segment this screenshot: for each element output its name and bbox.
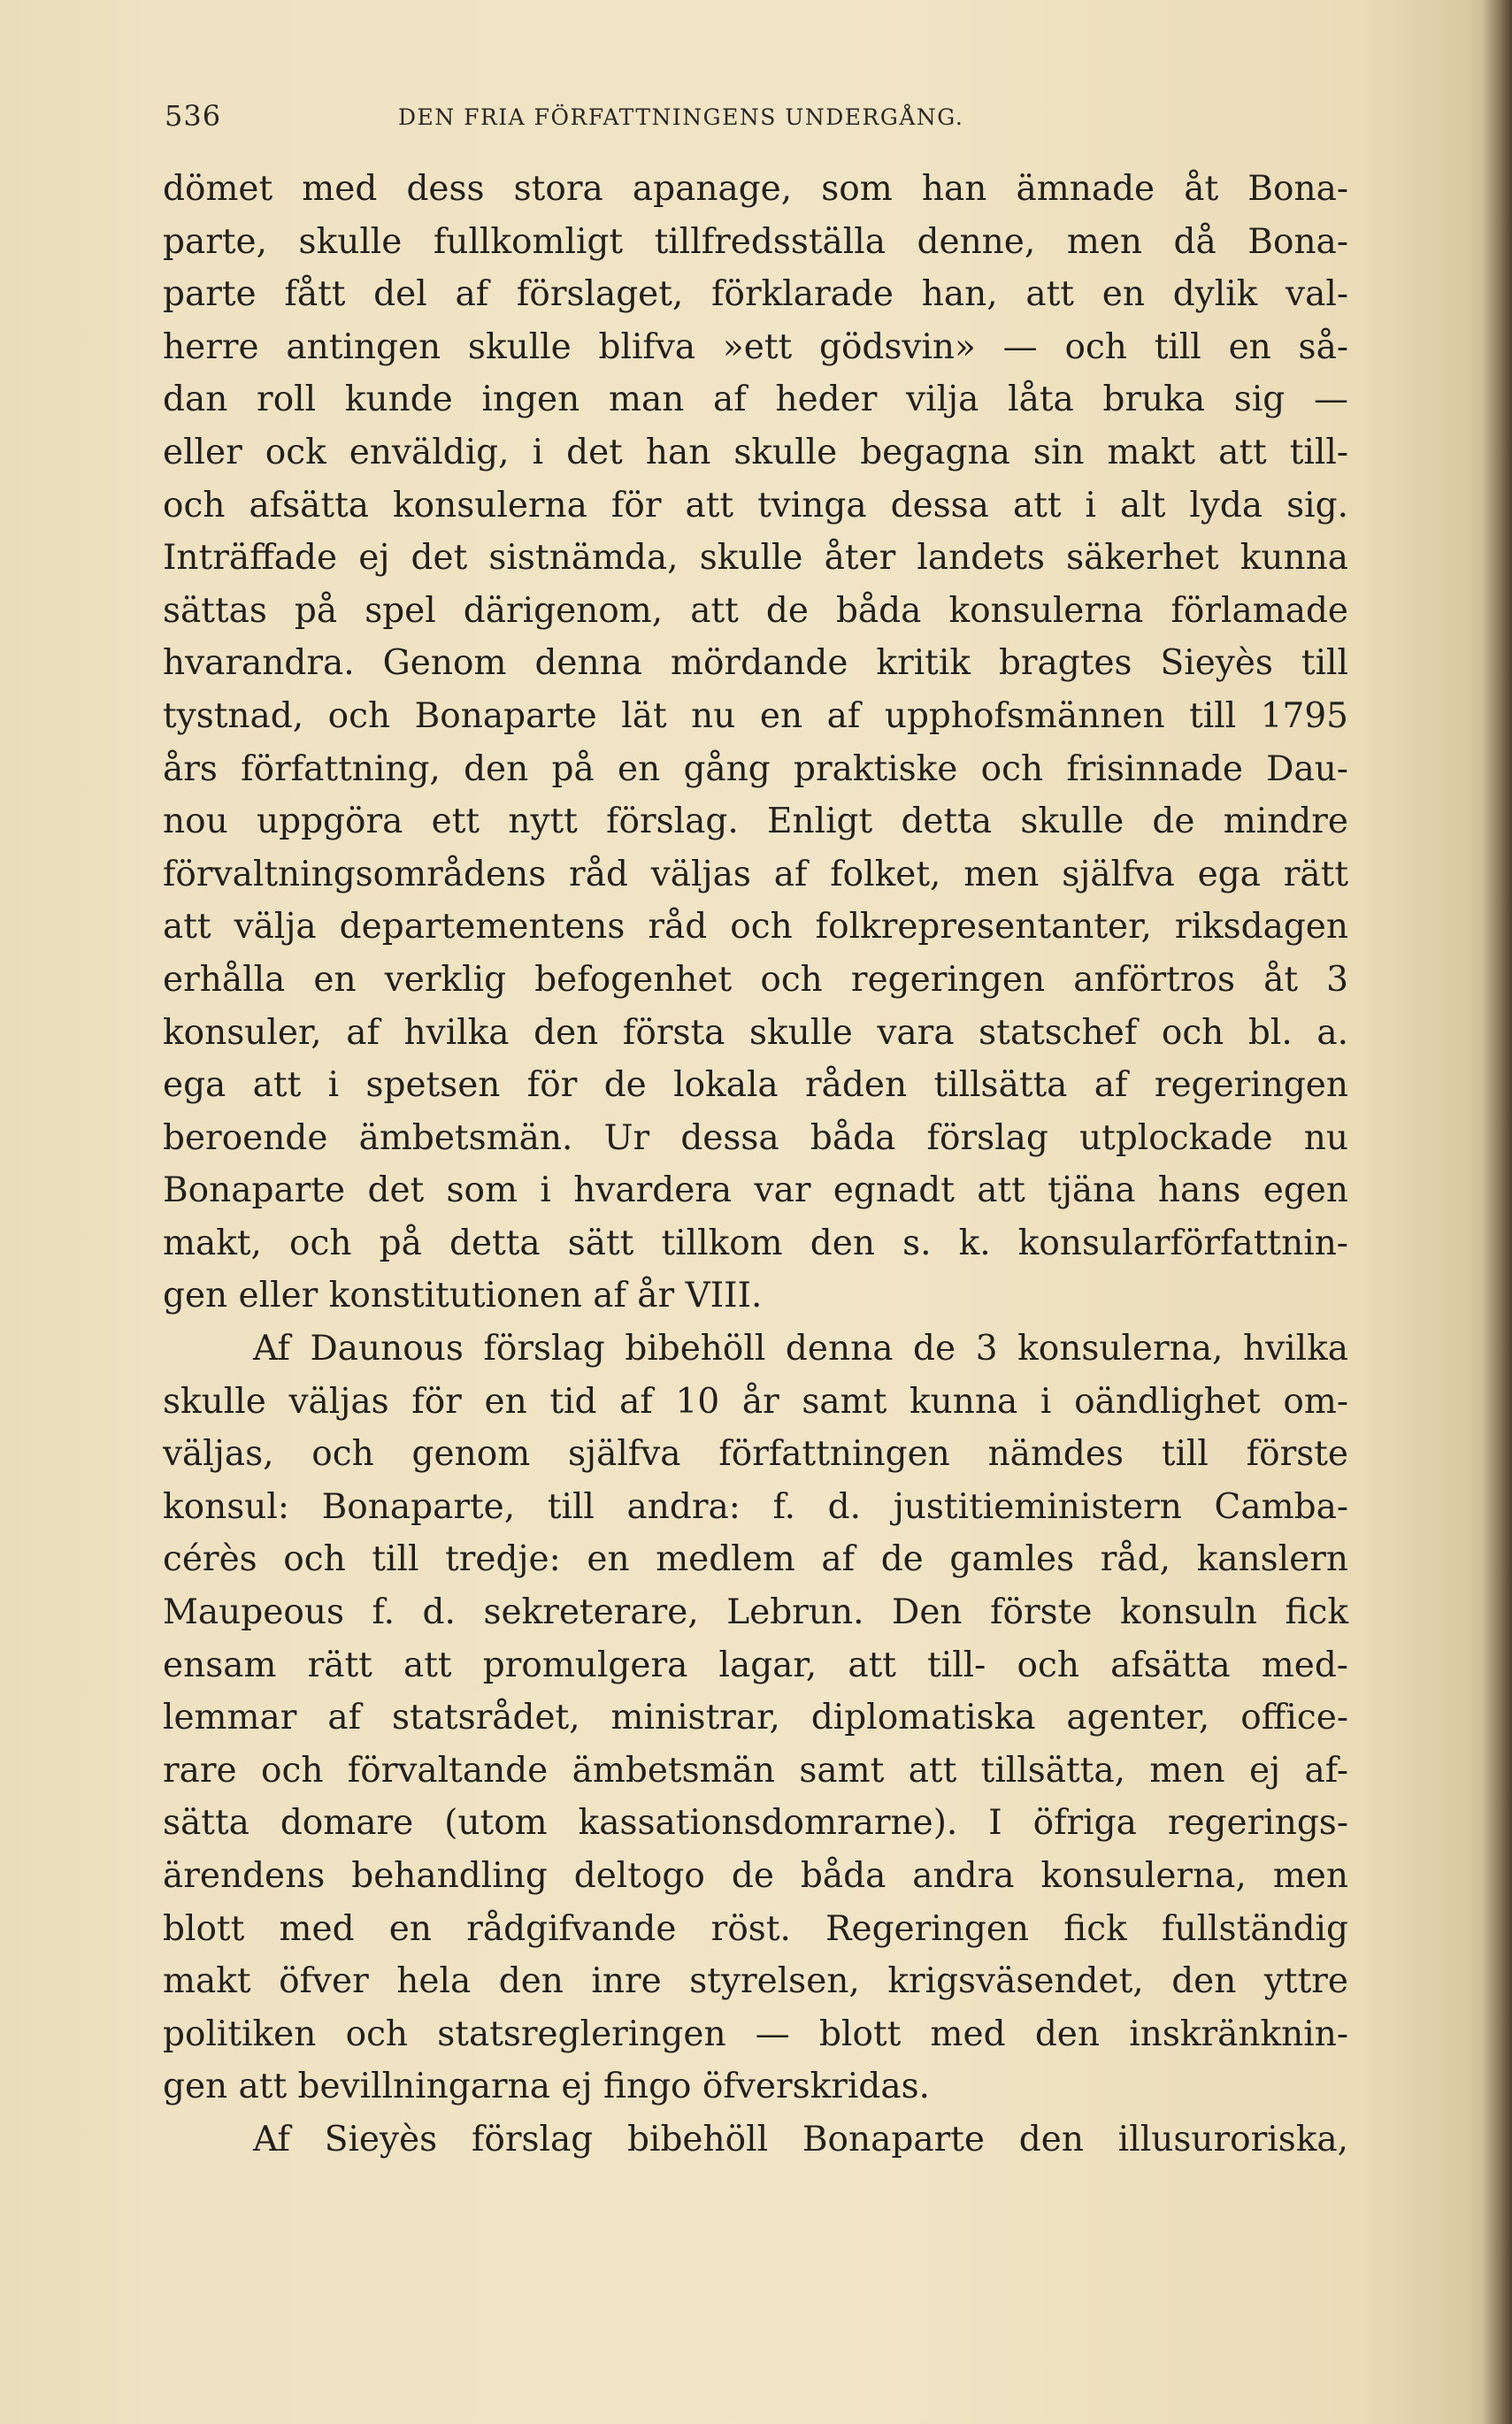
text-line: väljas, och genom själfva författningen nämdes till förste [163, 1434, 1348, 1475]
text-line: parte fått del af förslaget, förklarade han, att en dylik val- [163, 274, 1348, 315]
text-line: ega att i spetsen för de lokala råden tillsätta af regeringen [163, 1065, 1348, 1106]
text-line: att välja departementens råd och folkrepresentanter, riksdagen [163, 907, 1348, 947]
text-line: skulle väljas för en tid af 10 år samt kunna i oändlighet om- [163, 1381, 1348, 1422]
text-line: gen att bevillningarna ej fingo öfverskridas. [163, 2067, 930, 2107]
page-edge-shadow [1482, 0, 1512, 2424]
text-line: herre antingen skulle blifva »ett gödsvin» — och till en så- [163, 326, 1348, 367]
running-head: DEN FRIA FÖRFATTNINGENS UNDERGÅNG. [398, 104, 964, 130]
text-line: och afsätta konsulerna för att tvinga dessa att i alt lyda sig. [163, 485, 1348, 525]
text-line: cérès och till tredje: en medlem af de gamles råd, kanslern [163, 1539, 1348, 1580]
text-line: ärendens behandling deltogo de båda andra konsulerna, men [163, 1856, 1348, 1896]
text-line: politiken och statsregleringen — blott med den inskränknin- [163, 2014, 1348, 2054]
text-line: dömet med dess stora apanage, som han ämnade åt Bona- [163, 169, 1348, 209]
body-text [163, 163, 1348, 2167]
text-line: Inträffade ej det sistnämda, skulle åter landets säkerhet kunna [163, 538, 1348, 579]
text-line: eller ock enväldig, i det han skulle begagna sin makt att till- [163, 432, 1348, 472]
text-line: sätta domare (utom kassationsdomrarne). I öfriga regerings- [163, 1803, 1348, 1844]
text-line: blott med en rådgifvande röst. Regeringen fick fullständig [163, 1908, 1348, 1949]
page-number: 536 [165, 99, 222, 133]
text-line: Bonaparte det som i hvardera var egnadt att tjäna hans egen [163, 1170, 1348, 1211]
text-line: makt öfver hela den inre styrelsen, krigsväsendet, den yttre [163, 1961, 1348, 2002]
text-line: tystnad, och Bonaparte lät nu en af upphofsmännen till 1795 [163, 695, 1348, 736]
text-line: Af Sieyès förslag bibehöll Bonaparte den illusuroriska, [253, 2119, 1348, 2159]
text-line: hvarandra. Genom denna mördande kritik bragtes Sieyès till [163, 643, 1348, 684]
text-line: års författning, den på en gång praktiske och frisinnade Dau- [163, 748, 1348, 789]
text-line: ensam rätt att promulgera lagar, att till- och afsätta med- [163, 1645, 1348, 1685]
text-line: nou uppgöra ett nytt förslag. Enligt detta skulle de mindre [163, 802, 1348, 842]
text-line: beroende ämbetsmän. Ur dessa båda förslag utplockade nu [163, 1117, 1348, 1158]
text-line: gen eller konstitutionen af år VIII. [163, 1276, 763, 1316]
page-header [165, 99, 1350, 143]
text-line: förvaltningsområdens råd väljas af folket, men själfva ega rätt [163, 854, 1348, 894]
text-line: Af Daunous förslag bibehöll denna de 3 konsulerna, hvilka [253, 1329, 1348, 1369]
text-line: rare och förvaltande ämbetsmän samt att tillsätta, men ej af- [163, 1750, 1348, 1791]
text-line: Maupeous f. d. sekreterare, Lebrun. Den förste konsuln fick [163, 1592, 1348, 1633]
text-line: lemmar af statsrådet, ministrar, diplomatiska agenter, office- [163, 1698, 1348, 1738]
text-line: konsul: Bonaparte, till andra: f. d. justitieministern Camba- [163, 1486, 1348, 1527]
text-line: makt, och på detta sätt tillkom den s. k. konsularförfattnin- [163, 1223, 1348, 1263]
text-line: sättas på spel därigenom, att de båda konsulerna förlamade [163, 590, 1348, 631]
text-line: konsuler, af hvilka den första skulle vara statschef och bl. a. [163, 1012, 1348, 1053]
text-line: parte, skulle fullkomligt tillfredsställa denne, men då Bona- [163, 221, 1348, 262]
text-line: erhålla en verklig befogenhet och regeringen anförtros åt 3 [163, 959, 1348, 1000]
text-line: dan roll kunde ingen man af heder vilja låta bruka sig — [163, 380, 1348, 420]
